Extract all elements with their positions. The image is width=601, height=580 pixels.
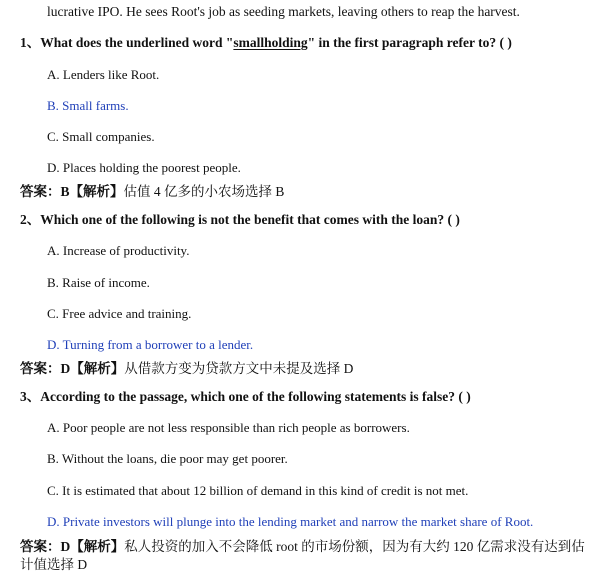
question-2-option-d: D. Turning from a borrower to a lender. [47,337,254,352]
question-1-text-after: " in the first paragraph refer to? ( ) [307,35,512,50]
question-3 [20,388,471,406]
question-1-text-before: What does the underlined word " [40,35,234,50]
question-1-option-d: D. Places holding the poorest people. [47,160,241,175]
question-1-option-b: B. Small farms. [47,98,129,113]
question-1-answer [20,183,284,201]
question-3-text: According to the passage, which one of the following statements is false? ( ) [40,389,471,404]
question-1-option-c: C. Small companies. [47,129,155,144]
question-2-option-b: B. Raise of income. [47,275,150,290]
question-1-number: 1、 [20,35,41,50]
question-3-answer [20,538,590,574]
underlined-word: smallholding [233,35,308,50]
question-3-option-b: B. Without the loans, die poor may get poorer. [47,451,288,466]
question-2-text: Which one of the following is not the benefit that comes with the loan? ( ) [40,212,460,227]
intro-line: lucrative IPO. He sees Root's job as seeding markets, leaving others to reap the harvest. [47,4,520,19]
question-3-number: 3、 [20,389,41,404]
question-2-option-a: A. Increase of productivity. [47,243,190,258]
question-3-answer-text: 私人投资的加入不会降低 root 的市场份额，因为有大约 120 亿需求没有达到估计值选择 D [20,539,585,572]
question-3-option-d: D. Private investors will plunge into the lending market and narrow the market share of Root. [47,514,534,529]
question-1-option-a: A. Lenders like Root. [47,67,160,82]
question-1-answer-text: 估值 4 亿多的小农场选择 B [123,184,285,199]
question-2-answer [20,360,353,378]
question-3-option-c: C. It is estimated that about 12 billion of demand in this kind of credit is not met. [47,483,469,498]
question-1-answer-label: 答案：B【解析】 [20,184,124,199]
question-2-answer-label: 答案：D【解析】 [20,361,125,376]
question-3-option-a: A. Poor people are not less responsible than rich people as borrowers. [47,420,410,435]
question-2 [20,211,460,229]
question-2-option-c: C. Free advice and training. [47,306,192,321]
question-3-answer-label: 答案：D【解析】 [20,539,125,554]
question-2-number: 2、 [20,212,41,227]
question-2-answer-text: 从借款方变为贷款方文中未提及选择 D [124,361,354,376]
question-1 [20,34,512,52]
